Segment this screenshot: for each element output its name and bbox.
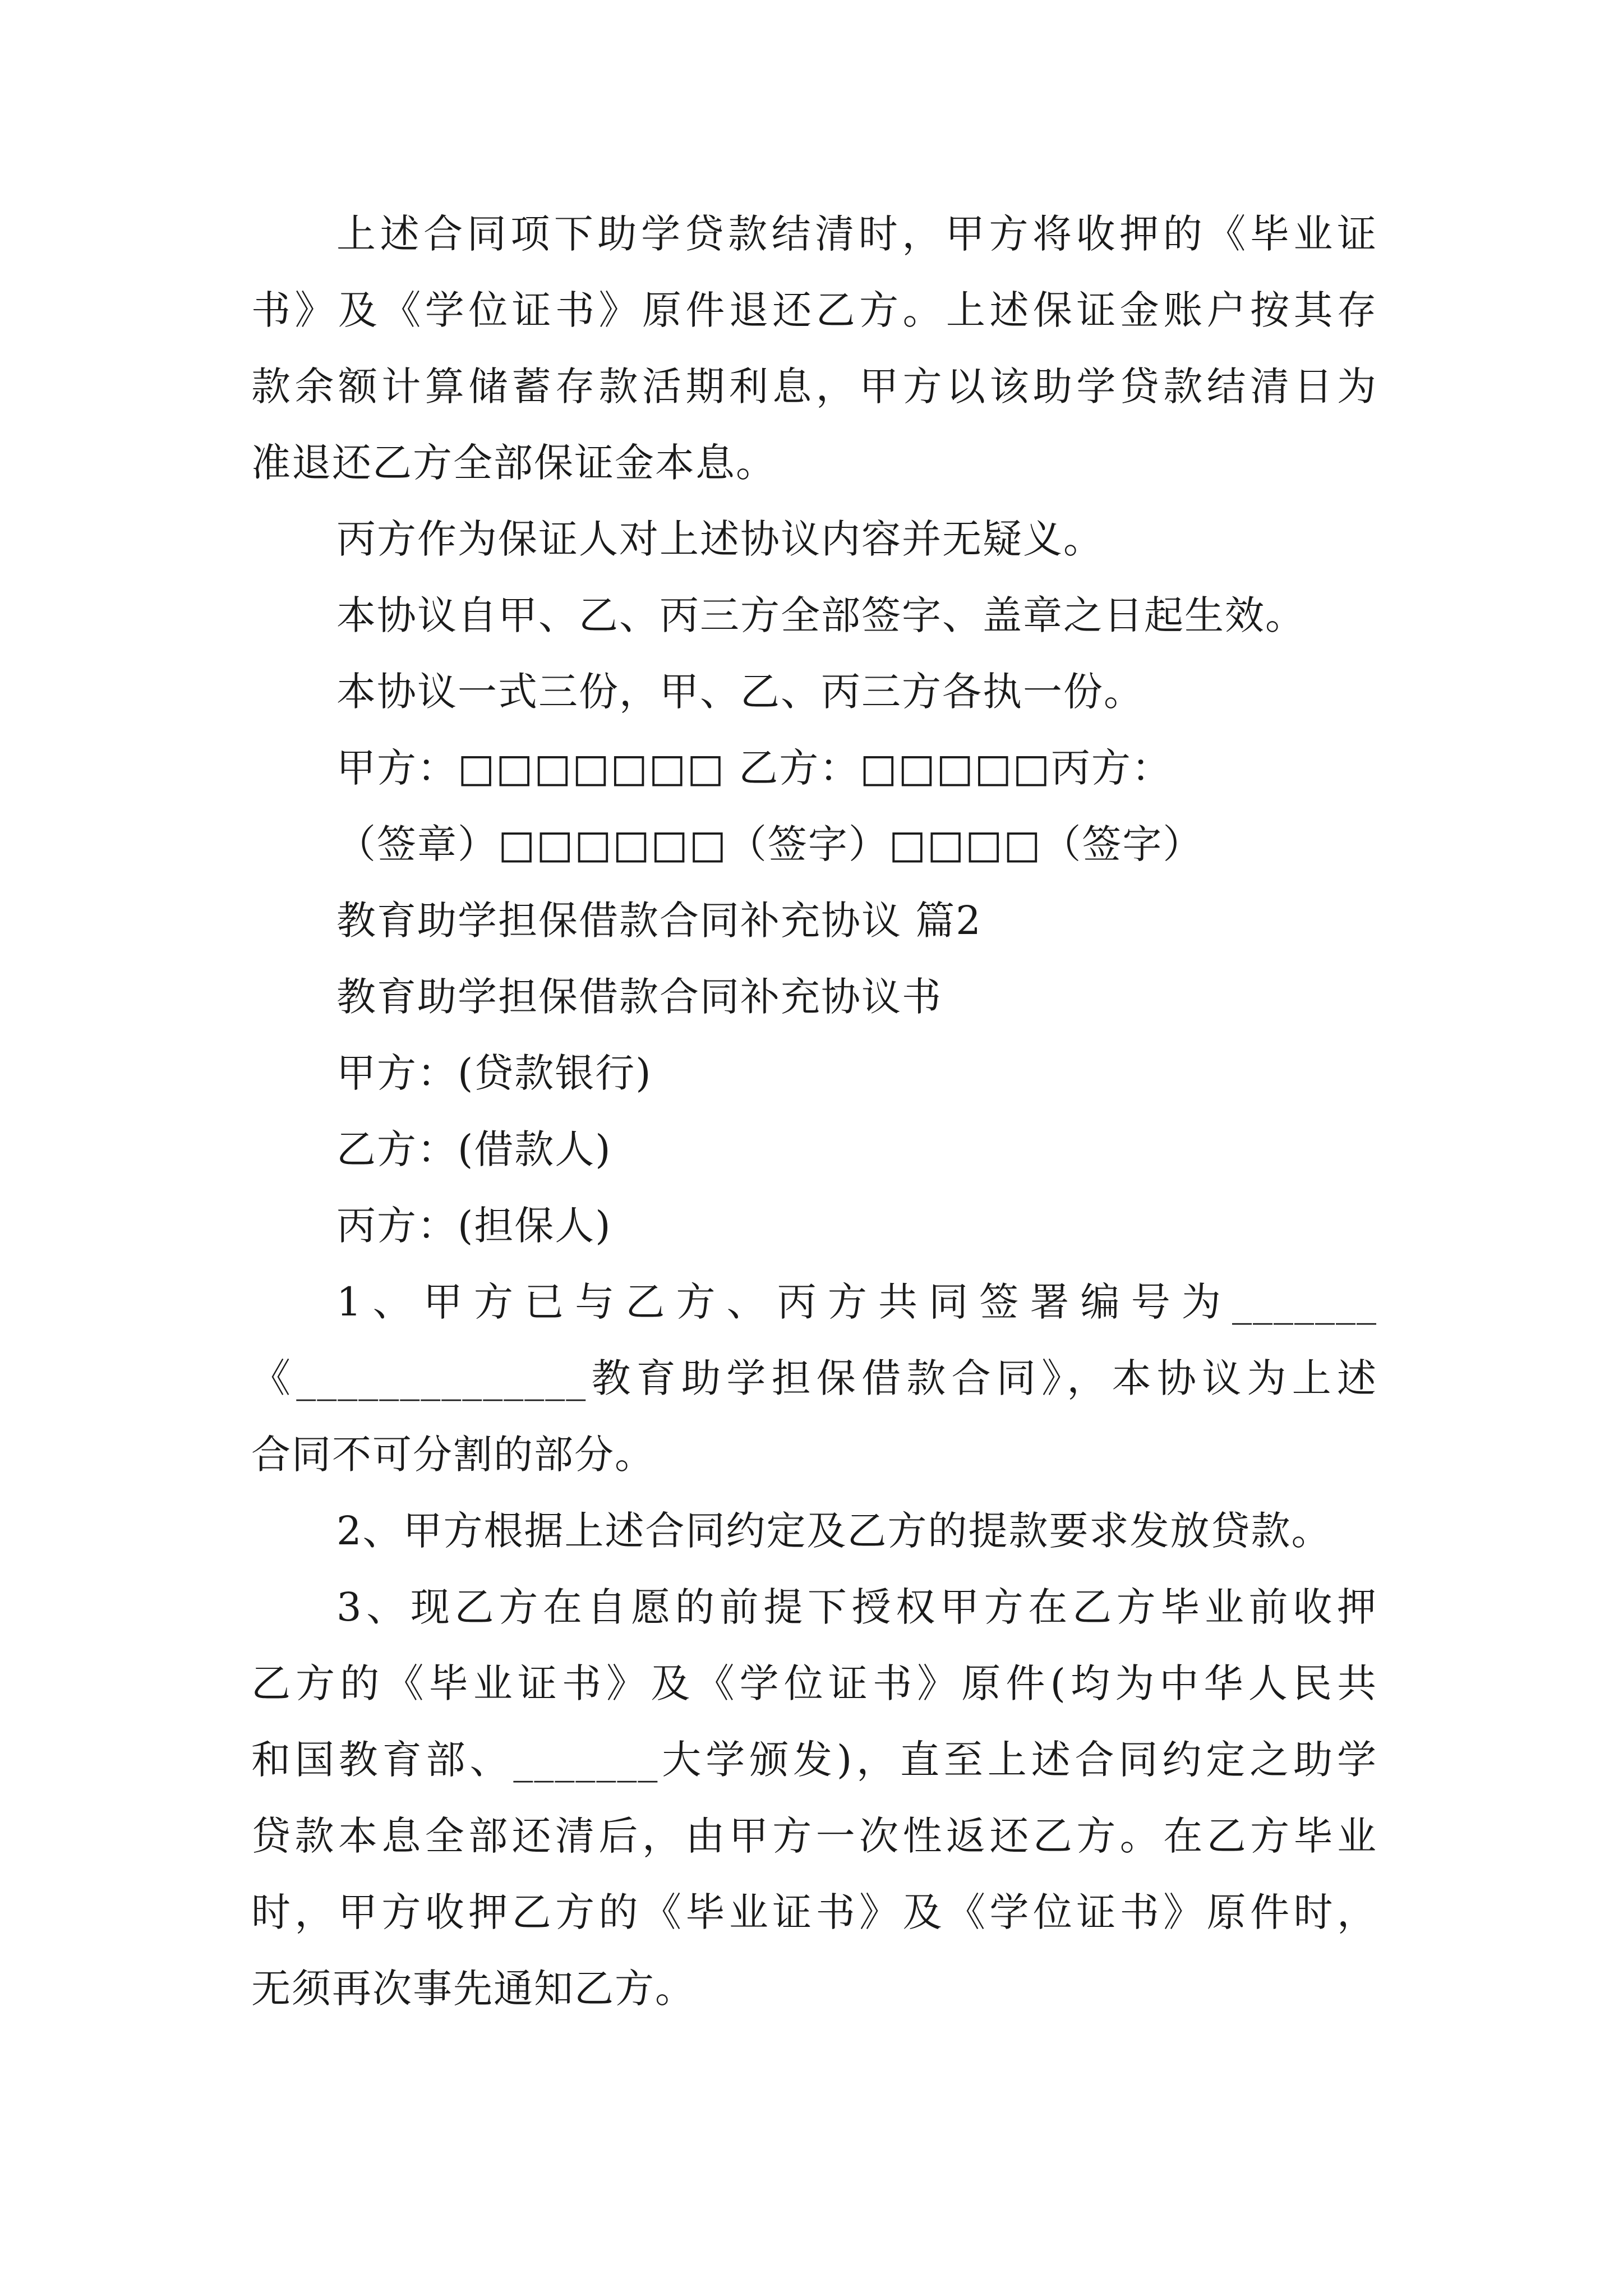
paragraph-line: 本协议自甲、乙、丙三方全部签字、盖章之日起生效。 [336, 592, 1306, 638]
paragraph-line: 准退还乙方全部保证金本息。 [251, 440, 776, 486]
paragraph-line: 上述合同项下助学贷款结清时，甲方将收押的《毕业证 [336, 211, 1377, 257]
paragraph-line: 款余额计算储蓄存款活期利息，甲方以该助学贷款结清日为 [251, 364, 1377, 409]
section-heading: 教育助学担保借款合同补充协议 篇2 [336, 898, 982, 944]
signature-line-parties: 甲方：□□□□□□□ 乙方：□□□□□丙方： [336, 745, 1172, 791]
clause-line: 无须再次事先通知乙方。 [251, 1966, 695, 2012]
clause-line: 1、甲方已与乙方、丙方共同签署编号为_______ [336, 1279, 1377, 1325]
clause-line: 时，甲方收押乙方的《毕业证书》及《学位证书》原件时， [251, 1889, 1377, 1935]
paragraph-line: 本协议一式三份，甲、乙、丙三方各执一份。 [336, 669, 1144, 715]
clause-line: 2、甲方根据上述合同约定及乙方的提款要求发放贷款。 [336, 1508, 1332, 1554]
clause-line: 合同不可分割的部分。 [251, 1432, 655, 1478]
clause-line: 3、现乙方在自愿的前提下授权甲方在乙方毕业前收押 [336, 1584, 1377, 1630]
party-b-line: 乙方：(借款人) [336, 1126, 612, 1172]
party-a-line: 甲方：(贷款银行) [336, 1050, 652, 1096]
clause-line: 和国教育部、_______大学颁发)，直至上述合同约定之助学 [251, 1737, 1377, 1783]
clause-line: 贷款本息全部还清后，由甲方一次性返还乙方。在乙方毕业 [251, 1813, 1377, 1859]
party-c-line: 丙方：(担保人) [336, 1203, 612, 1249]
paragraph-line: 书》及《学位证书》原件退还乙方。上述保证金账户按其存 [251, 287, 1377, 333]
document-title: 教育助学担保借款合同补充协议书 [336, 974, 942, 1020]
clause-line: 乙方的《毕业证书》及《学位证书》原件(均为中华人民共 [251, 1660, 1377, 1706]
paragraph-line: 丙方作为保证人对上述协议内容并无疑义。 [336, 516, 1104, 562]
clause-line: 《______________教育助学担保借款合同》，本协议为上述 [251, 1355, 1377, 1401]
signature-line-seals: （签章）□□□□□□（签字）□□□□（签字） [336, 821, 1204, 867]
